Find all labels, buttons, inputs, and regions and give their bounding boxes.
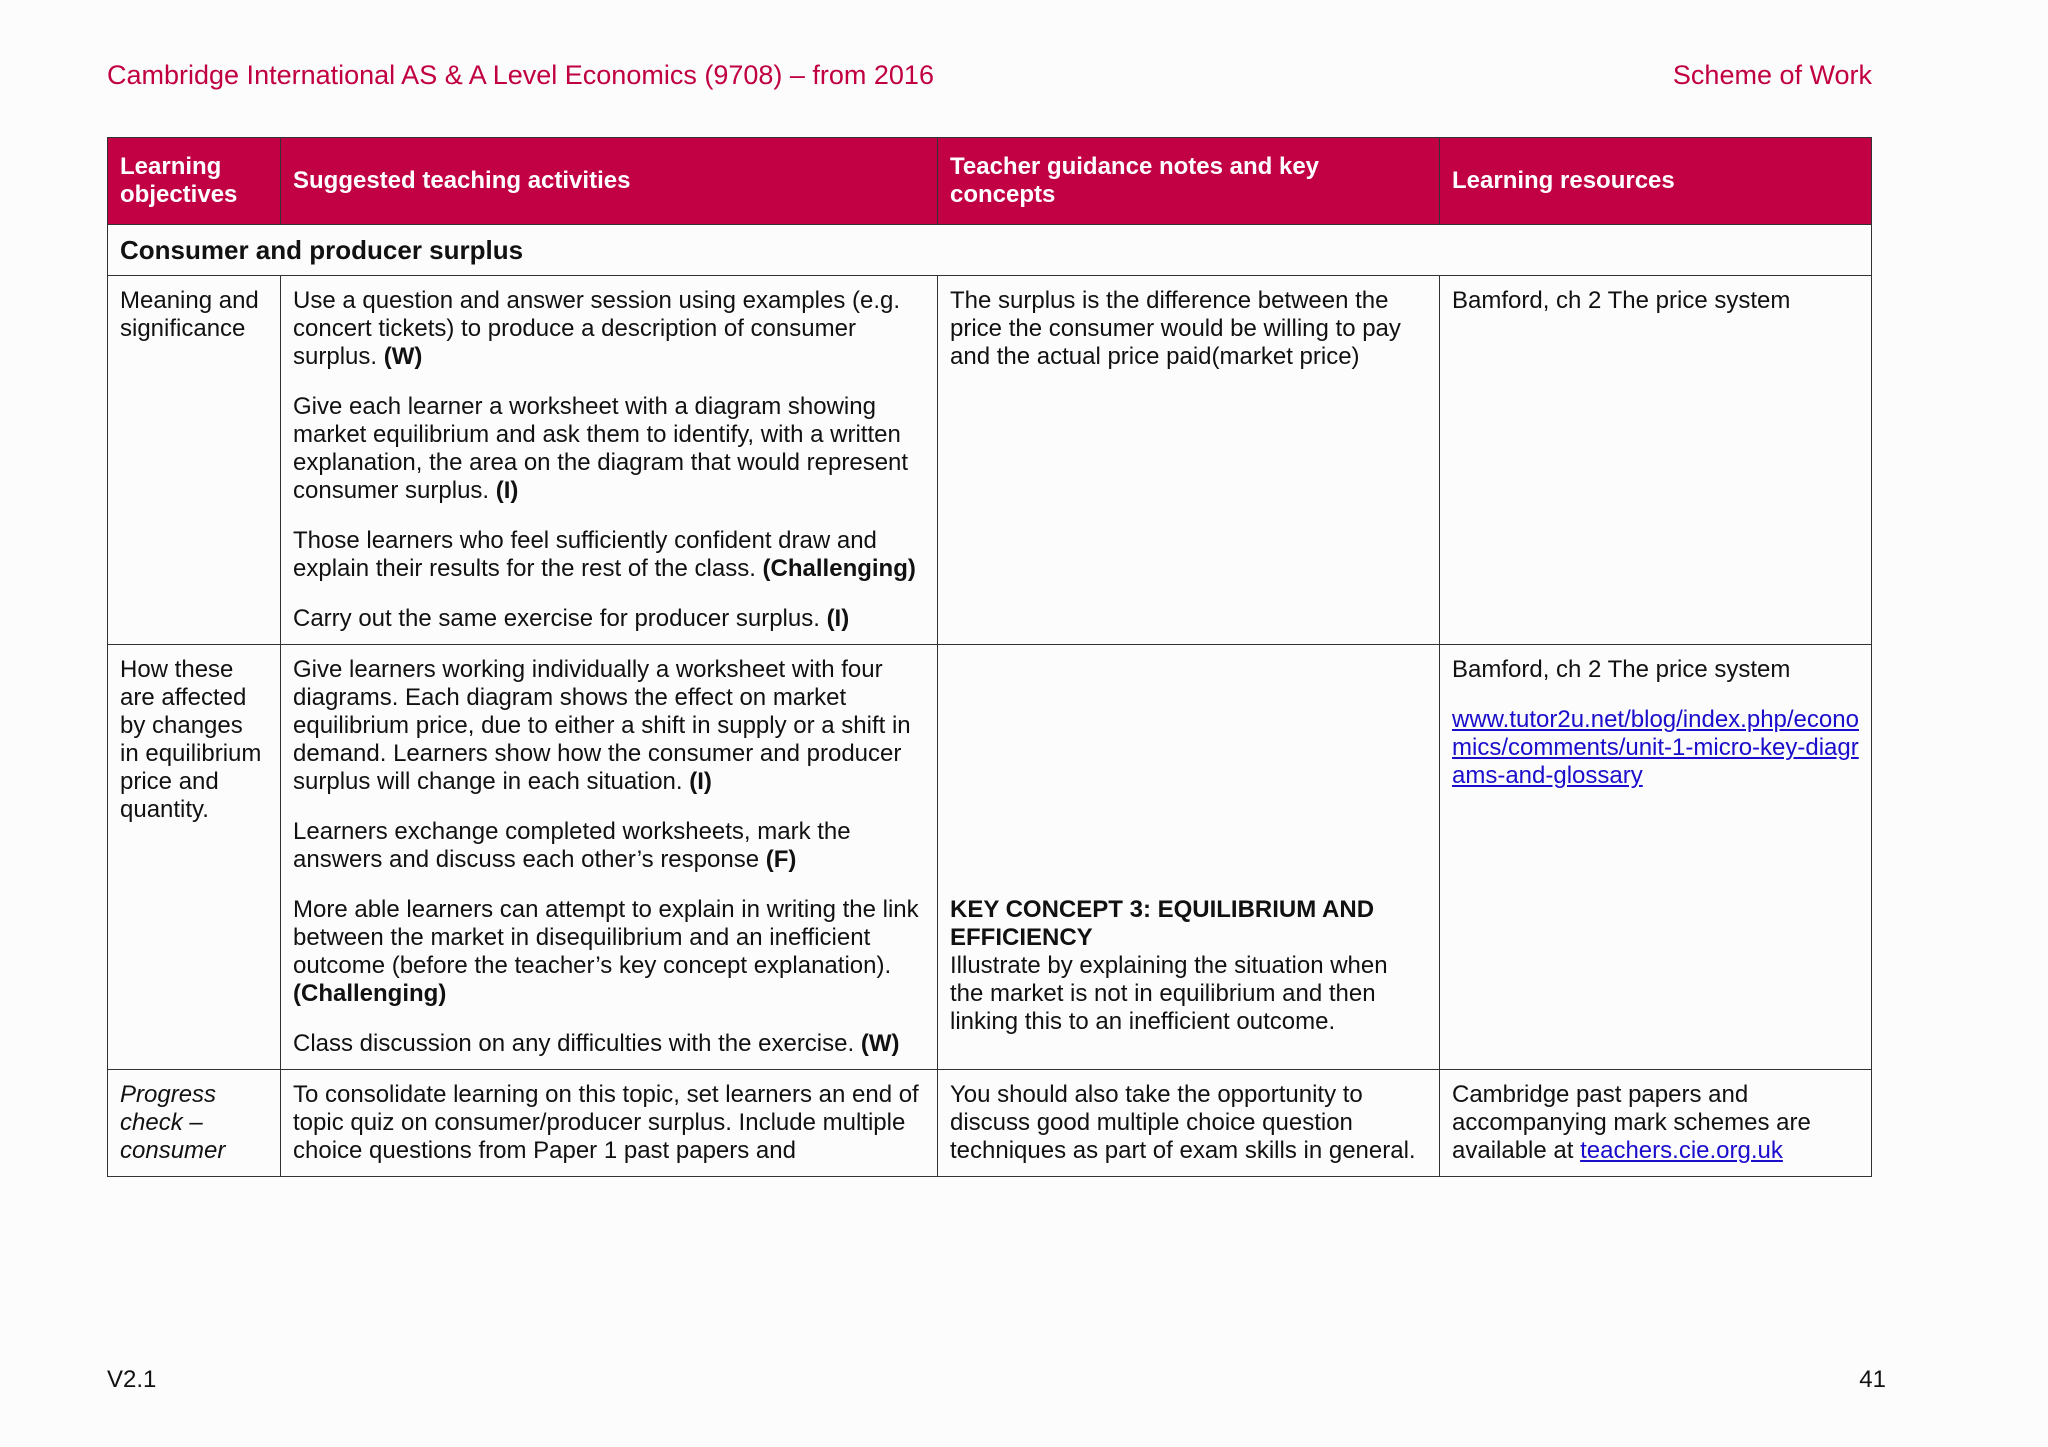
activities-cell xyxy=(281,276,938,645)
table-row xyxy=(108,276,1872,645)
page-footer xyxy=(107,1366,1886,1394)
activity-paragraph: Class discussion on any difficulties with the exercise. (W) xyxy=(293,1030,900,1057)
page-number: 41 xyxy=(1859,1366,1886,1393)
document-type: Scheme of Work xyxy=(1672,60,1872,90)
column-header-activities: Suggested teaching activities xyxy=(281,138,938,225)
key-concept xyxy=(950,896,1427,1036)
activity-tag: (Challenging) xyxy=(293,980,447,1007)
scheme-of-work-table xyxy=(107,137,1872,1177)
objective-cell: Meaning and significance xyxy=(108,276,281,645)
activity-tag: (Challenging) xyxy=(762,555,916,582)
resources-cell: Bamford, ch 2 The price system xyxy=(1440,276,1872,645)
activity-paragraph: Use a question and answer session using examples (e.g. concert tickets) to produce a description of consumer surplus. (W) xyxy=(293,287,901,370)
table-row xyxy=(108,645,1872,1070)
column-header-resources: Learning resources xyxy=(1440,138,1872,225)
activity-tag: (I) xyxy=(826,605,850,632)
page-header xyxy=(107,60,1872,91)
activity-tag: (I) xyxy=(495,477,519,504)
activity-tag: (F) xyxy=(765,846,797,873)
document-title: Cambridge International AS & A Level Economics (9708) – from 2016 xyxy=(107,60,934,90)
activities-cell xyxy=(281,645,938,1070)
guidance-cell: The surplus is the difference between the price the consumer would be willing to pay and the actual price paid(market price) xyxy=(938,276,1440,645)
guidance-cell: You should also take the opportunity to discuss good multiple choice question techniques as part of exam skills in general. xyxy=(938,1070,1440,1177)
activity-paragraph: Give learners working individually a worksheet with four diagrams. Each diagram shows the effect on market equilibrium price, due to either a shift in supply or a shift in demand. Learners show how the consumer and producer surplus will change in each situation. (I) xyxy=(293,656,911,795)
column-header-objectives: Learning objectives xyxy=(108,138,281,225)
key-concept-title: KEY CONCEPT 3: EQUILIBRIUM AND EFFICIENCY xyxy=(950,896,1375,951)
activity-paragraph: Learners exchange completed worksheets, mark the answers and discuss each other’s response (F) xyxy=(293,818,851,873)
resource-text: Bamford, ch 2 The price system xyxy=(1452,656,1791,683)
activities-cell: To consolidate learning on this topic, set learners an end of topic quiz on consumer/producer surplus. Include multiple choice questions from Paper 1 past papers and xyxy=(281,1070,938,1177)
resources-cell: Cambridge past papers and accompanying mark schemes are available at teachers.cie.org.uk xyxy=(1440,1070,1872,1177)
activity-paragraph: Carry out the same exercise for producer surplus. (I) xyxy=(293,605,850,632)
objective-cell: How these are affected by changes in equilibrium price and quantity. xyxy=(108,645,281,1070)
version-label: V2.1 xyxy=(107,1366,157,1393)
objective-cell: Progress check – consumer xyxy=(108,1070,281,1177)
activity-tag: (I) xyxy=(689,768,712,795)
guidance-cell xyxy=(938,645,1440,1070)
table-header-row xyxy=(108,138,1872,225)
activity-tag: (W) xyxy=(860,1030,900,1057)
activity-paragraph: Those learners who feel sufficiently confident draw and explain their results for the rest of the class. (Challenging) xyxy=(293,527,916,582)
column-header-guidance: Teacher guidance notes and key concepts xyxy=(938,138,1440,225)
tutor2u-link[interactable]: www.tutor2u.net/blog/index.php/economics/comments/unit-1-micro-key-diagrams-and-glossary xyxy=(1452,706,1859,789)
activity-paragraph: Give each learner a worksheet with a diagram showing market equilibrium and ask them to identify, with a written explanation, the area on the diagram that would represent consumer surplus. (I) xyxy=(293,393,909,504)
section-title: Consumer and producer surplus xyxy=(108,225,1872,276)
section-row xyxy=(108,225,1872,276)
activity-paragraph: More able learners can attempt to explain in writing the link between the market in disequilibrium and an inefficient outcome (before the teacher’s key concept explanation). (Challenging) xyxy=(293,896,919,1007)
cie-teachers-link[interactable]: teachers.cie.org.uk xyxy=(1580,1137,1783,1164)
resources-cell xyxy=(1440,645,1872,1070)
activity-tag: (W) xyxy=(383,343,423,370)
table-row xyxy=(108,1070,1872,1177)
key-concept-text: Illustrate by explaining the situation when the market is not in equilibrium and then linking this to an inefficient outcome. xyxy=(950,952,1388,1035)
